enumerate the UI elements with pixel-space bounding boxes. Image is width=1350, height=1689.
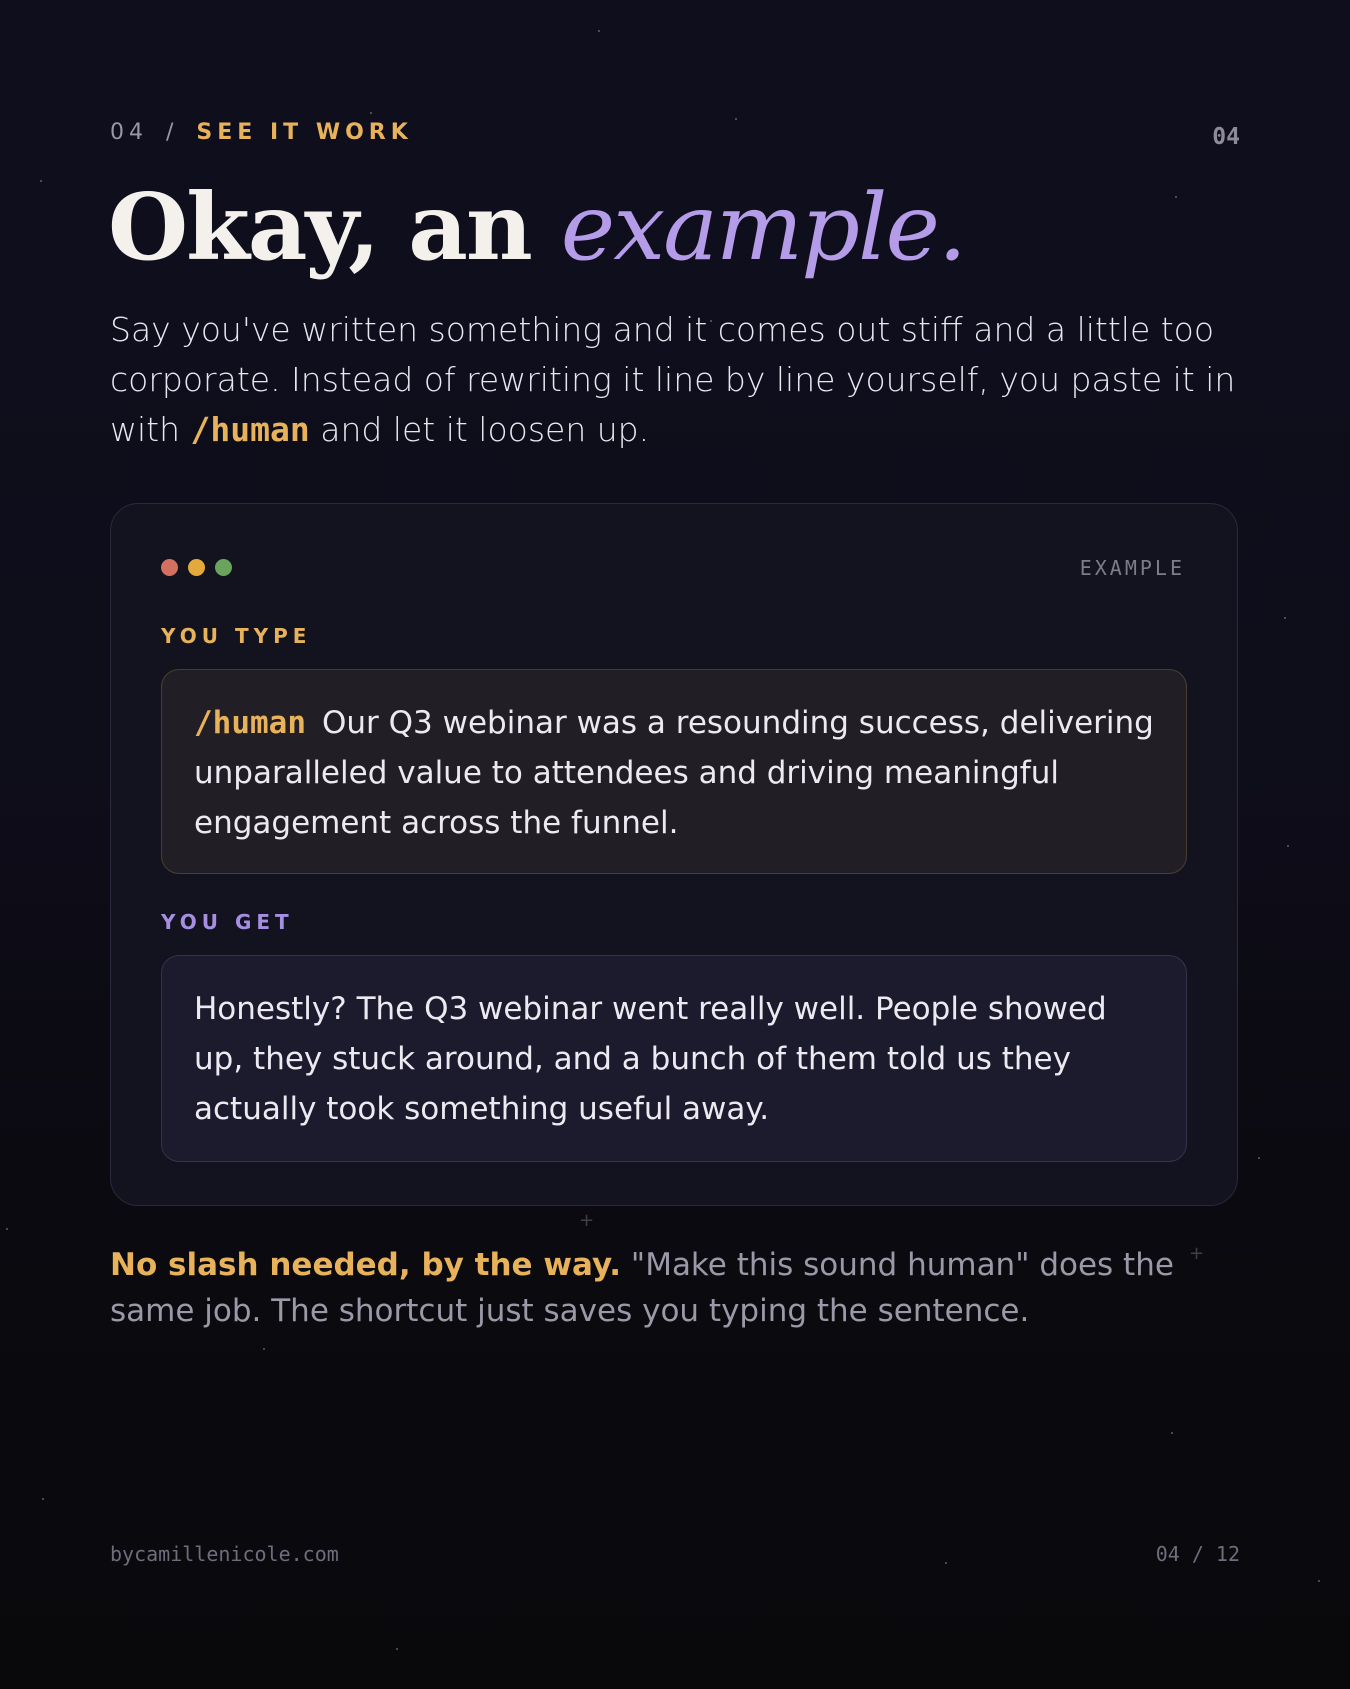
you-type-box [161, 669, 1187, 874]
star-decoration [1287, 845, 1289, 847]
page-number-top: 04 [1212, 124, 1240, 150]
footnote-text: "Make this sound human" does the same job. The shortcut just saves you typing the sentence. [110, 1247, 1174, 1329]
you-get-box [161, 955, 1187, 1162]
star-decoration [40, 180, 42, 182]
card-tag: EXAMPLE [1079, 556, 1185, 580]
eyebrow [110, 120, 413, 145]
you-type-command: /human [194, 705, 306, 741]
intro-text-1: Say you've written something and it comes out stiff and a little too corporate. Instead of rewriting it line by line yourself, you paste it in with [110, 310, 1236, 449]
star-decoration [945, 1562, 947, 1564]
example-card [110, 503, 1238, 1206]
you-get-label: YOU GET [161, 910, 294, 934]
window-dot-green [215, 559, 232, 576]
page-title-main: Okay, an [108, 173, 561, 281]
eyebrow-label: SEE IT WORK [196, 120, 413, 145]
intro-paragraph [110, 305, 1250, 455]
eyebrow-number: 04 [110, 120, 148, 145]
star-decoration [42, 1498, 44, 1500]
star-decoration [735, 118, 737, 120]
eyebrow-separator: / [166, 120, 179, 145]
footnote [110, 1242, 1220, 1334]
star-decoration [1171, 1432, 1173, 1434]
cross-decoration: + [1189, 1243, 1205, 1264]
star-decoration [263, 1348, 265, 1350]
star-decoration [6, 1228, 8, 1230]
intro-text-2: and let it loosen up. [309, 410, 650, 449]
you-type-label: YOU TYPE [161, 624, 312, 648]
intro-command: /human [190, 410, 310, 449]
window-dots [161, 559, 232, 576]
page-title-accent: example. [560, 174, 966, 281]
window-dot-yellow [188, 559, 205, 576]
window-dot-red [161, 559, 178, 576]
star-decoration [370, 112, 372, 114]
star-decoration [598, 30, 600, 32]
star-decoration [1318, 1580, 1320, 1582]
page-title [108, 172, 965, 283]
star-decoration [396, 1648, 398, 1650]
footer-pagination: 04 / 12 [1155, 1542, 1240, 1566]
star-decoration [1258, 1157, 1260, 1159]
star-decoration [1284, 617, 1286, 619]
you-get-text: Honestly? The Q3 webinar went really well. People showed up, they stuck around, and a bunch of them told us they actually took something useful away. [194, 991, 1107, 1127]
footnote-lead: No slash needed, by the way. [110, 1247, 622, 1283]
star-decoration [1175, 196, 1177, 198]
you-type-text: Our Q3 webinar was a resounding success, delivering unparalleled value to attendees and driving meaningful engagement across the funnel. [194, 705, 1154, 841]
cross-decoration: + [579, 1210, 595, 1231]
footer-site: bycamillenicole.com [110, 1542, 339, 1566]
